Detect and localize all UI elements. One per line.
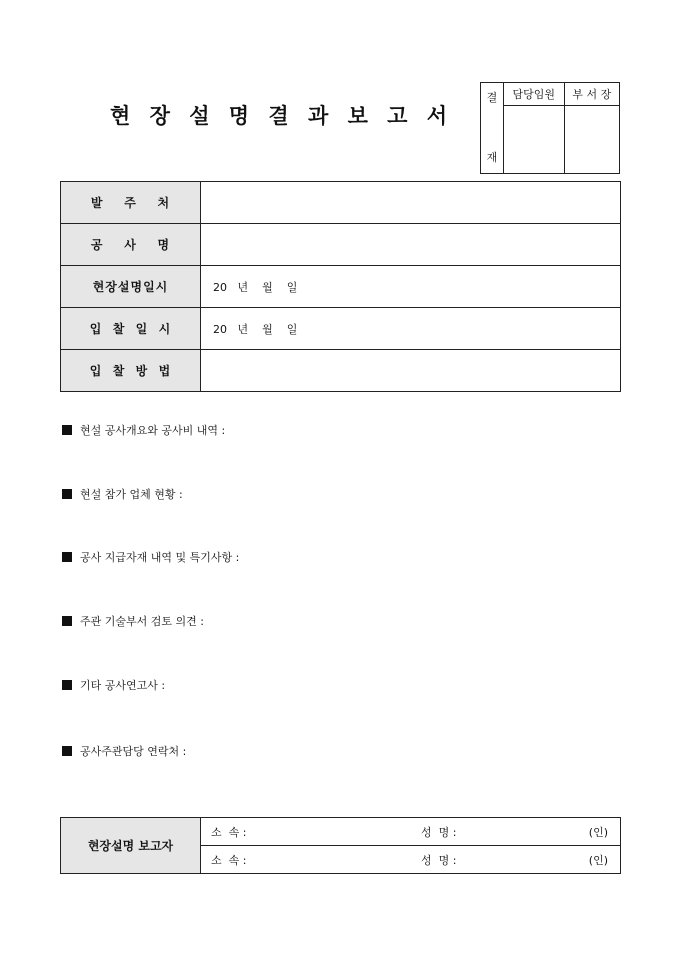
square-bullet-icon: [62, 489, 72, 499]
section-overview: [62, 422, 225, 438]
affiliation-label: 소 속 :: [211, 854, 247, 867]
section-review: [62, 613, 204, 629]
info-value-bid-method[interactable]: [201, 350, 621, 392]
seal-label: (인): [588, 826, 608, 839]
approval-col-executive: 담당임원: [504, 83, 565, 106]
page-title: 현 장 설 명 결 과 보 고 서: [110, 103, 454, 128]
section-label: 주관 기술부서 검토 의견 :: [80, 615, 204, 628]
section-participants: [62, 486, 183, 502]
reporter-label: 현장설명 보고자: [61, 818, 201, 874]
info-label: 발 주 처: [61, 182, 201, 224]
square-bullet-icon: [62, 425, 72, 435]
square-bullet-icon: [62, 616, 72, 626]
name-label: 성 명 :: [421, 826, 457, 839]
section-materials: [62, 549, 239, 565]
section-label: 현설 참가 업체 현황 :: [80, 488, 183, 501]
square-bullet-icon: [62, 680, 72, 690]
reporter-table: [60, 817, 621, 874]
square-bullet-icon: [62, 746, 72, 756]
info-value-project[interactable]: [201, 224, 621, 266]
approval-sign-executive[interactable]: [504, 106, 565, 174]
reporter-row[interactable]: [201, 818, 621, 846]
info-value-bid-date[interactable]: 20 년 월 일: [201, 308, 621, 350]
section-label: 공사 지급자재 내역 및 특기사항 :: [80, 551, 240, 564]
affiliation-label: 소 속 :: [211, 826, 247, 839]
seal-label: (인): [588, 854, 608, 867]
info-table: [60, 181, 621, 392]
approval-col-manager: 부 서 장: [564, 83, 619, 106]
approval-label: 결 재: [481, 83, 504, 174]
info-row-bid-method: [61, 350, 621, 392]
section-label: 기타 공사연고사 :: [80, 679, 166, 692]
section-other: [62, 677, 165, 693]
info-value-client[interactable]: [201, 182, 621, 224]
section-label: 공사주관담당 연락처 :: [80, 745, 187, 758]
section-contact: [62, 743, 186, 759]
info-row-briefing-date: [61, 266, 621, 308]
section-label: 현설 공사개요와 공사비 내역 :: [80, 424, 226, 437]
info-row-project: [61, 224, 621, 266]
info-label: 공 사 명: [61, 224, 201, 266]
approval-sign-manager[interactable]: [564, 106, 619, 174]
info-row-client: [61, 182, 621, 224]
info-row-bid-date: [61, 308, 621, 350]
approval-box: [480, 82, 620, 174]
info-label: 입 찰 방 법: [61, 350, 201, 392]
info-label: 입 찰 일 시: [61, 308, 201, 350]
square-bullet-icon: [62, 552, 72, 562]
info-label: 현장설명일시: [61, 266, 201, 308]
name-label: 성 명 :: [421, 854, 457, 867]
info-value-briefing-date[interactable]: 20 년 월 일: [201, 266, 621, 308]
reporter-row[interactable]: [201, 846, 621, 874]
